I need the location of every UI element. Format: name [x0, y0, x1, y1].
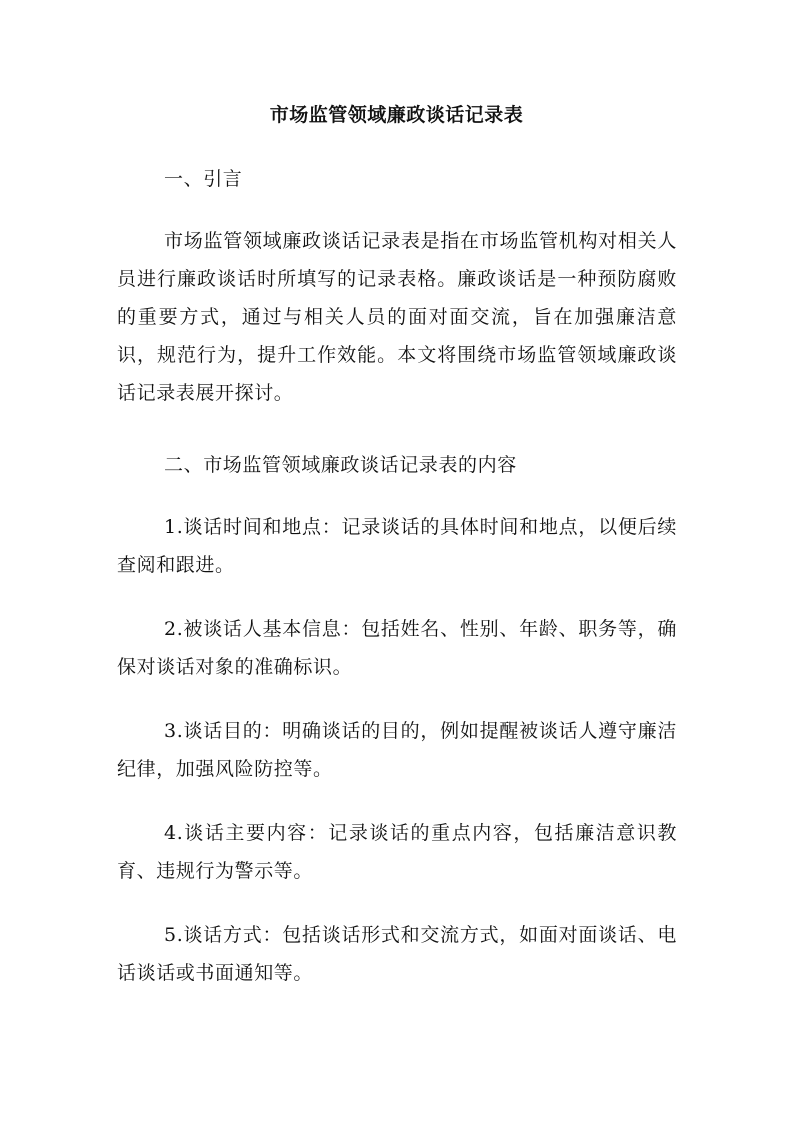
list-item-3: 3.谈话目的：明确谈话的目的，例如提醒被谈话人遵守廉洁纪律，加强风险防控等。 [117, 720, 677, 780]
intro-paragraph: 市场监管领域廉政谈话记录表是指在市场监管机构对相关人员进行廉政谈话时所填写的记录表格。廉政谈话是一种预防腐败的重要方式，通过与相关人员的面对面交流，旨在加强廉洁意识，规范行为，提升工作效能。本文将围绕市场监管领域廉政谈话记录表展开探讨。 [117, 230, 677, 404]
section-heading-intro: 一、引言 [164, 168, 243, 190]
list-item-1: 1.谈话时间和地点：记录谈话的具体时间和地点，以便后续查阅和跟进。 [117, 516, 677, 576]
list-item-4: 4.谈话主要内容：记录谈话的重点内容，包括廉洁意识教育、违规行为警示等。 [117, 822, 677, 882]
list-item-2: 2.被谈话人基本信息：包括姓名、性别、年龄、职务等，确保对谈话对象的准确标识。 [117, 618, 677, 678]
section-heading-content: 二、市场监管领域廉政谈话记录表的内容 [164, 454, 517, 476]
list-item-5: 5.谈话方式：包括谈话形式和交流方式，如面对面谈话、电话谈话或书面通知等。 [117, 924, 677, 984]
page-title: 市场监管领域廉政谈话记录表 [269, 104, 524, 126]
